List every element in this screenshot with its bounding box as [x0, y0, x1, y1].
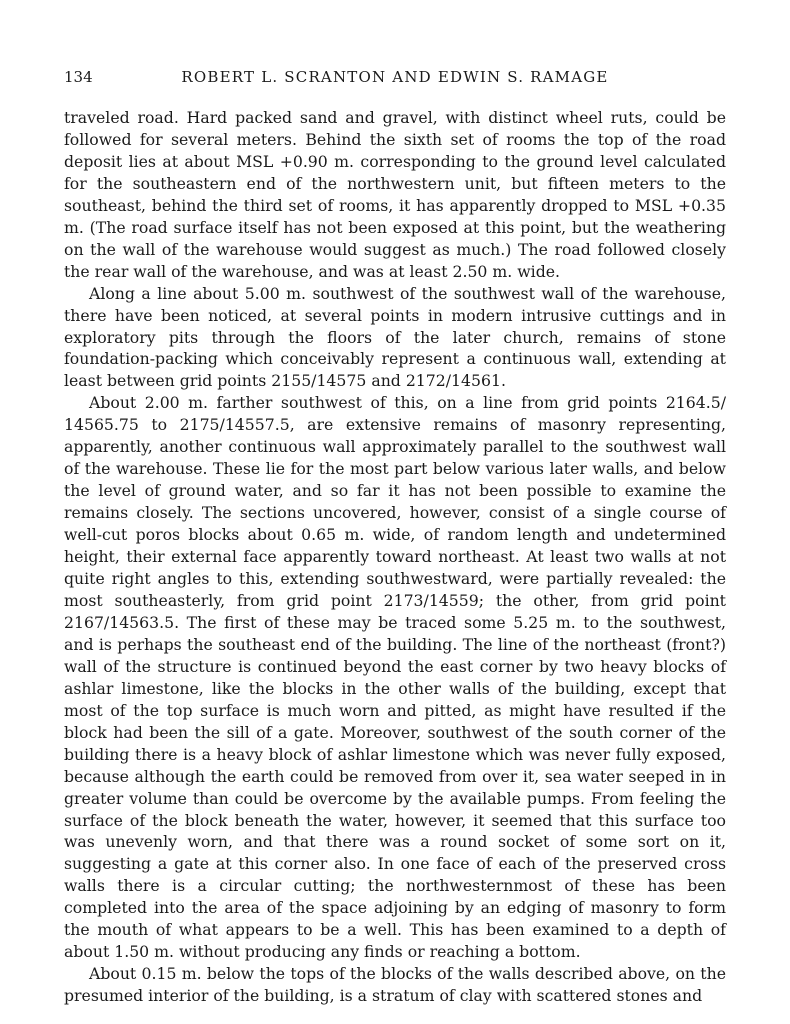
- paragraph: Along a line about 5.00 m. southwest of the southwest wall of the warehouse, there have been noticed, at several points in modern intrusive cuttings and in exploratory pits through the floors of the later church, remains of stone foundation-packing which conceivably represent a continuous wall, extending at least between grid points 2155/14575 and 2172/14561.: [64, 283, 726, 391]
- body-text: [64, 107, 726, 1007]
- paragraph: About 2.00 m. farther southwest of this, on a line from grid points 2164.5/ 14565.75 to 2175/14557.5, are extensive remains of masonry representing, apparently, another continuous wall approximately parallel to the southwest wall of the warehouse. These lie for the most part below various later walls, and below the level of ground water, and so far it has not been possible to examine the remains closely. The sections uncovered, however, consist of a single course of well-cut poros blocks about 0.65 m. wide, of random length and undetermined height, their external face apparently toward northeast. At least two walls at not quite right angles to this, extending southwestward, were partially revealed: the most southeasterly, from grid point 2173/14559; the other, from grid point 2167/14563.5. The first of these may be traced some 5.25 m. to the southwest, and is perhaps the southeast end of the building. The line of the northeast (front?) wall of the structure is continued beyond the east corner by two heavy blocks of ashlar limestone, like the blocks in the other walls of the building, except that most of the top surface is much worn and pitted, as might have resulted if the block had been the sill of a gate. Moreover, southwest of the south corner of the building there is a heavy block of ashlar limestone which was never fully exposed, because although the earth could be removed from over it, sea water seeped in in greater volume than could be overcome by the available pumps. From feeling the surface of the block beneath the water, however, it seemed that this surface too was unevenly worn, and that there was a round socket of some sort on it, suggesting a gate at this corner also. In one face of each of the preserved cross walls there is a circular cutting; the northwesternmost of these has been completed into the area of the space adjoining by an edging of masonry to form the mouth of what appears to be a well. This has been examined to a depth of about 1.50 m. without producing any finds or reaching a bottom.: [64, 393, 726, 962]
- running-head: [64, 66, 726, 88]
- paragraph: About 0.15 m. below the tops of the blocks of the walls described above, on the presumed interior of the building, is a stratum of clay with scattered stones and: [64, 964, 726, 1006]
- page-number: 134: [64, 68, 93, 86]
- running-head-title: ROBERT L. SCRANTON AND EDWIN S. RAMAGE: [181, 68, 609, 86]
- paragraph-continued: traveled road. Hard packed sand and gravel, with distinct wheel ruts, could be followed for several meters. Behind the sixth set of rooms the top of the road deposit lies at about MSL +0.90 m. corresponding to the ground level calculated for the southeastern end of the northwestern unit, but fifteen meters to the southeast, behind the third set of rooms, it has apparently dropped to MSL +0.35 m. (The road surface itself has not been exposed at this point, but the weathering on the wall of the warehouse would suggest as much.) The road followed closely the rear wall of the warehouse, and was at least 2.50 m. wide.: [64, 108, 726, 281]
